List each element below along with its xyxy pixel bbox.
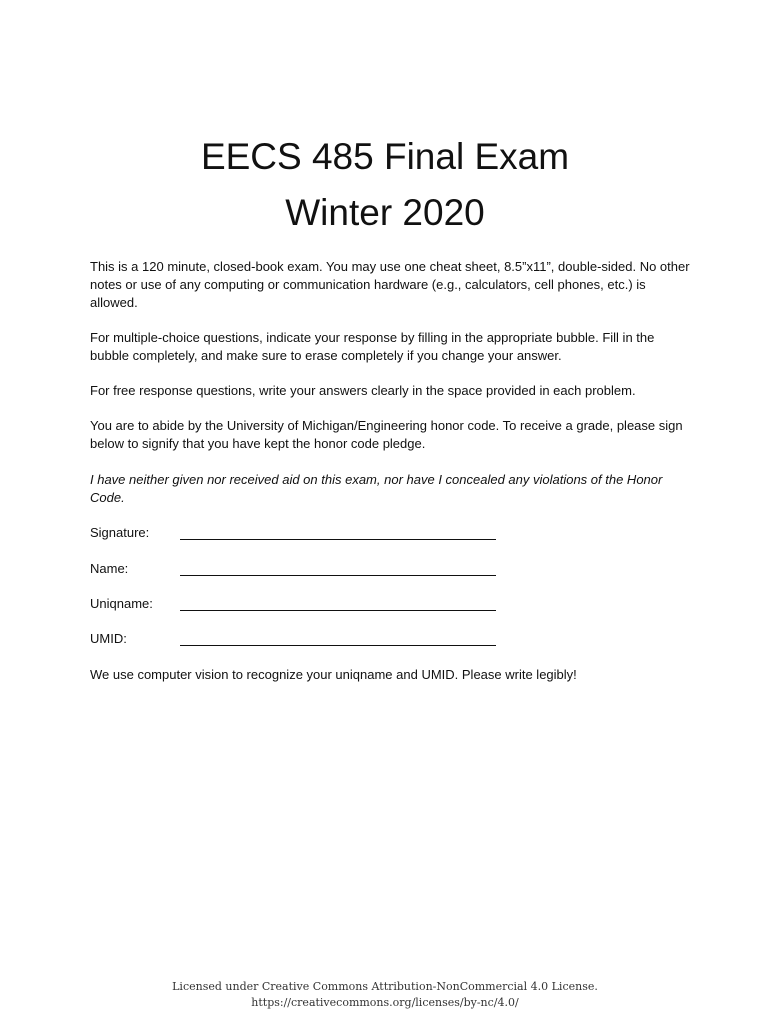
instructions-free-response: For free response questions, write your answers clearly in the space provided in each problem. [90, 383, 636, 398]
instructions-exam-rules: This is a 120 minute, closed-book exam. You may use one cheat sheet, 8.5”x11”, double-sided. No other notes or use of any computing or communication hardware (e.g., calculators, cell phones, etc.) is allowed. [90, 259, 690, 310]
umid-label: UMID: [90, 631, 127, 646]
instructions-multiple-choice: For multiple-choice questions, indicate your response by filling in the appropriate bubble. Fill in the bubble completely, and make sure to erase completely if you change your answer. [90, 330, 655, 363]
umid-field [90, 630, 510, 650]
license-url: https://creativecommons.org/licenses/by-nc/4.0/ [251, 996, 519, 1009]
name-field [90, 560, 510, 580]
uniqname-label: Uniqname: [90, 596, 153, 611]
legibility-notice: We use computer vision to recognize your uniqname and UMID. Please write legibly! [90, 667, 577, 682]
signature-label: Signature: [90, 525, 150, 540]
exam-title: EECS 485 Final Exam [200, 136, 570, 177]
name-label: Name: [90, 561, 129, 576]
license-text: Licensed under Creative Commons Attribution-NonCommercial 4.0 License. [172, 980, 598, 993]
signature-field [90, 524, 510, 544]
uniqname-line[interactable] [180, 610, 496, 611]
instructions-honor-code: You are to abide by the University of Michigan/Engineering honor code. To receive a grade, please sign below to signify that you have kept the honor code pledge. [90, 418, 683, 451]
umid-line[interactable] [180, 645, 496, 646]
honor-pledge: I have neither given nor received aid on this exam, nor have I concealed any violations of the Honor Code. [90, 472, 663, 505]
exam-term: Winter 2020 [285, 192, 485, 233]
signature-line[interactable] [180, 539, 496, 540]
name-line[interactable] [180, 575, 496, 576]
uniqname-field [90, 595, 510, 615]
